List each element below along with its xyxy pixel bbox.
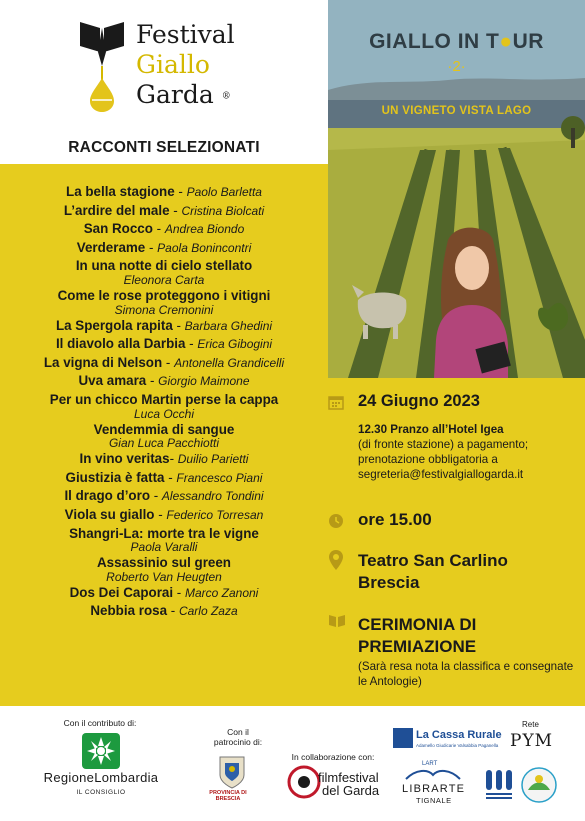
story-item [0,183,328,202]
filmfestival-eye-icon [287,765,321,799]
story-title: La bella stagione [66,184,175,199]
ceremony-note: (Sarà resa nota la classifica e consegnate le Antologie) [358,660,574,688]
filmfestival-line1: filmfestival [318,770,379,785]
ceremony-title [358,614,476,658]
story-author: Marco Zanoni [184,585,259,600]
story-title: Il diavolo alla Darbia [55,336,186,352]
story-item [0,506,328,525]
story-author: Paola Varalli [130,540,198,555]
story-separator: - [162,354,175,370]
story-item [0,317,328,336]
filmfestival-logo [318,771,379,797]
ceremony-line1: CERIMONIA DI [358,615,477,634]
logo-line-festival: Festival [136,20,235,49]
festival-logo [78,18,248,113]
patronage-label-1: Con il [227,727,249,737]
lombardia-logo-icon [82,733,120,769]
story-title: In vino veritas [79,451,170,467]
story-item [0,421,328,451]
rete-label: Rete [522,720,539,729]
story-title: Vendemmia di sangue [93,421,235,437]
cassa-rurale-icon [393,728,413,748]
patronage-label-2: patrocinio di: [213,737,263,747]
story-item [0,354,328,373]
librarte-top: LART [422,761,438,767]
story-item [0,525,328,555]
story-author: Antonella Grandicelli [174,355,285,370]
provincia-crest-icon [218,755,246,789]
story-separator: - [150,488,162,504]
story-title: Dos Dei Caporai [69,584,174,600]
poster-title-a: GIALLO IN T [369,30,500,53]
place-theatre: Teatro San Carlino [358,551,508,570]
story-author: Eleonora Carta [123,272,205,287]
story-title: San Rocco [83,221,153,237]
stories-list [0,183,328,621]
story-author: Paola Bonincontri [157,240,252,255]
sponsor-logo-icon [484,766,514,800]
place-city: Brescia [358,573,420,592]
selected-stories-heading: RACCONTI SELEZIONATI [68,139,260,156]
lunch-info [358,422,583,482]
event-time: ore 15.00 [358,510,432,529]
story-separator: - [167,603,179,619]
story-item [0,391,328,421]
story-author: Andrea Biondo [164,222,245,237]
story-item [0,450,328,469]
story-title: Assassinio sul green [97,555,231,571]
story-author: Paolo Barletta [186,185,262,199]
provincia-name: PROVINCIA DI BRESCIA [209,790,247,802]
story-title: Come le rose proteggono i vitigni [57,287,271,303]
logo-line-giallo: Giallo [136,50,210,79]
story-author: Erica Gibogini [197,337,273,352]
book-drop-icon [78,18,126,113]
registered-mark: ® [221,91,231,102]
story-separator: - [172,317,185,333]
story-title: La Spergola rapita [55,317,173,333]
story-separator: - [145,239,158,255]
vineyard-illustration [328,0,585,378]
story-author: Simona Cremonini [114,302,214,317]
contribution-label: Con il contributo di: [63,718,137,728]
story-item [0,287,328,317]
story-author: Gian Luca Pacchiotti [108,436,220,451]
story-item [0,554,328,584]
story-item [0,220,328,239]
filmfestival-line2: del Garda [322,783,380,798]
poster-edition: ·2· [447,58,466,75]
story-author: Luca Occhi [133,406,195,421]
story-separator: - [152,221,165,237]
story-item [0,469,328,488]
giallo-in-tour-poster [328,0,585,378]
story-separator: - [146,373,159,389]
story-title: Shangri-La: morte tra le vigne [69,525,259,541]
story-title: Verderame [76,239,146,255]
librarte-name: LIBRARTE [402,783,466,795]
story-author: Giorgio Maimone [158,374,250,389]
story-item [0,602,328,621]
story-author: Roberto Van Heugten [106,569,222,584]
story-author: Alessandro Tondini [161,489,264,504]
story-title: Il drago d’oro [64,488,151,504]
story-author: Cristina Biolcati [181,203,265,218]
story-author: Federico Torresan [166,507,264,522]
location-pin-icon: ● [499,30,513,53]
story-item [0,487,328,506]
story-item [0,202,328,221]
story-title: Per un chicco Martin perse la cappa [49,391,279,407]
lunch-details: (di fronte stazione) a pagamento; prenotazione obbligatoria a segreteria@festivalgiallogarda.it [358,438,529,481]
story-item [0,257,328,287]
lunch-title: 12.30 Pranzo all’Hotel Igea [358,423,504,436]
story-separator: - [174,184,187,199]
story-title: Nebbia rosa [90,603,168,619]
lombardia-name: RegioneLombardia [43,770,159,785]
pym-logo: PYM [510,731,554,751]
librarte-sub: TIGNALE [416,796,452,805]
story-item [0,239,328,258]
story-title: La vigna di Nelson [43,354,163,370]
story-item [0,584,328,603]
story-separator: - [164,469,177,485]
clock-icon [328,513,344,529]
cassa-rurale-name: La Cassa Rurale [416,729,502,741]
cassa-rurale-sub: Adamello Giudicarie Valsabbia Paganella [416,743,499,748]
event-date: 24 Giugno 2023 [358,392,480,410]
story-author: Barbara Ghedini [184,318,273,333]
story-author: Carlo Zaza [178,604,238,619]
story-separator: - [185,336,198,352]
poster-subtitle: UN VIGNETO VISTA LAGO [381,105,532,117]
location-pin-icon [329,550,343,570]
calendar-icon [328,394,344,410]
story-title: L’ardire del male [63,202,170,218]
story-separator: - [173,584,185,600]
story-title: Giustizia è fatta [65,469,165,485]
librarte-book-icon [404,767,462,781]
poster-title-b: UR [512,30,544,53]
story-title: Viola su giallo [64,506,155,522]
poster-title [328,30,585,54]
story-separator: - [154,506,167,522]
story-item [0,335,328,354]
collaboration-label: In collaborazione con: [291,752,375,762]
festival-logo-text [136,20,235,112]
story-title: Uva amara [78,373,147,389]
story-title: In una notte di cielo stellato [75,258,253,274]
story-item [0,372,328,391]
logo-line-garda: Garda [136,80,214,109]
lombardia-sub: IL CONSIGLIO [76,789,126,796]
event-place [358,550,508,594]
patronage-label [213,727,263,747]
ceremony-line2: PREMIAZIONE [358,637,477,656]
story-author: Duilio Parietti [177,452,249,467]
book-icon [328,614,346,628]
story-separator: - [169,202,182,218]
story-separator: - [169,451,178,467]
association-logo-icon [520,766,558,804]
story-author: Francesco Piani [176,470,263,485]
